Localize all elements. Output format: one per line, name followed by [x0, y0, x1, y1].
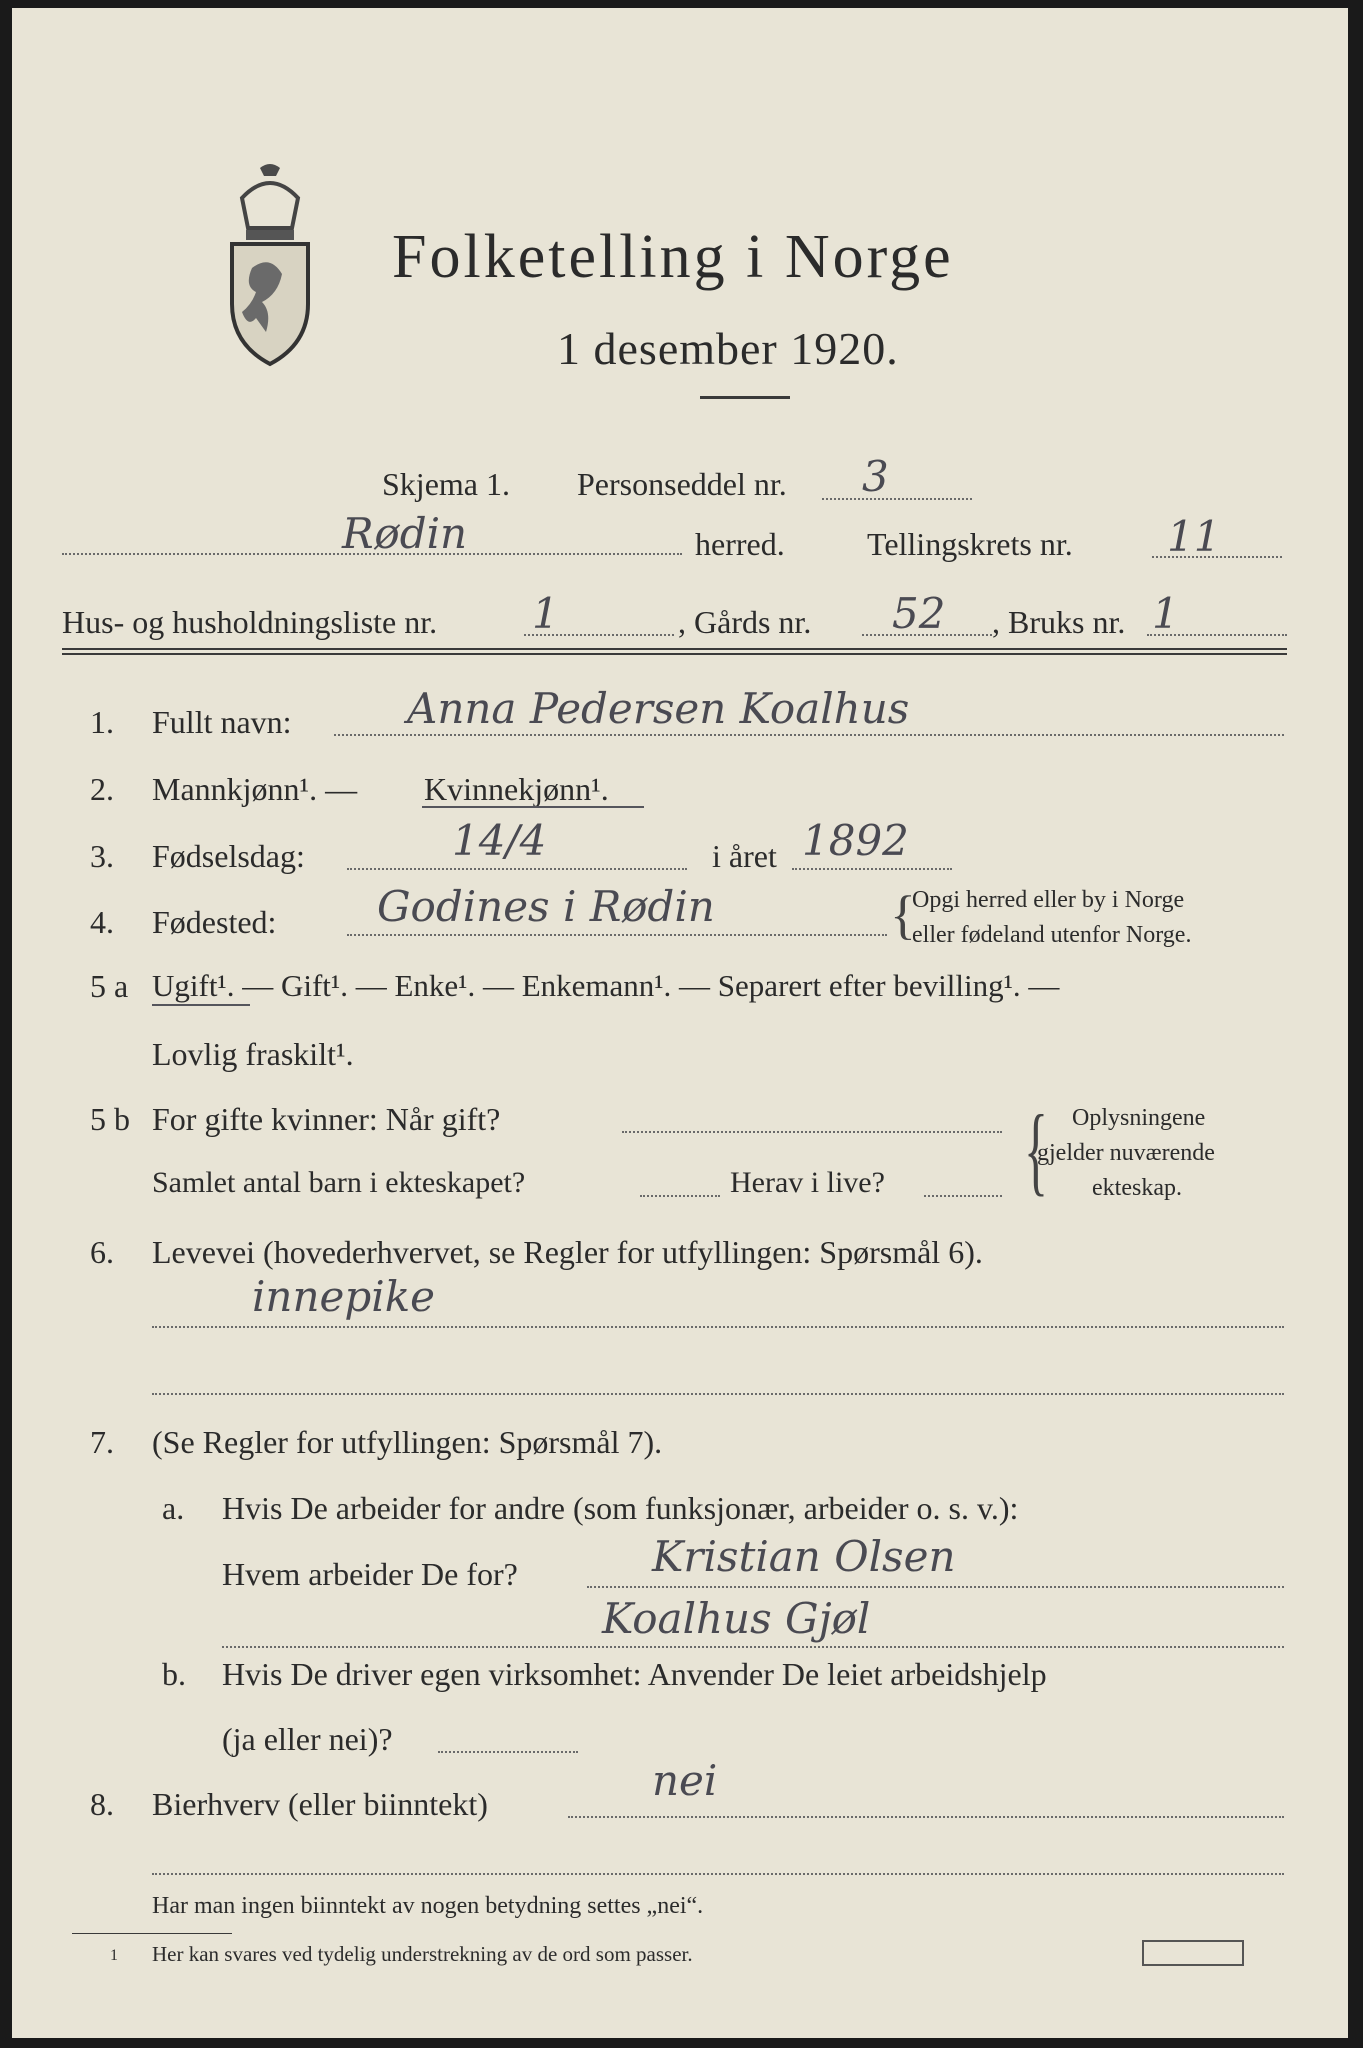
q1-value[interactable]: Anna Pedersen Koalhus — [407, 684, 910, 733]
title-divider — [700, 396, 790, 399]
q1-label: Fullt navn: — [152, 704, 292, 740]
form-title: Folketelling i Norge — [392, 223, 954, 291]
q2-number: 2. — [90, 771, 114, 807]
q5b-children-label: Samlet antal barn i ekteskapet? — [152, 1166, 526, 1199]
q4-number: 4. — [90, 904, 114, 940]
q7a-label: Hvis De arbeider for andre (som funksjonær, arbeider o. s. v.): — [222, 1490, 1019, 1526]
q3-number: 3. — [90, 838, 114, 874]
bruks-label: , Bruks nr. — [992, 604, 1126, 640]
personseddel-label: Personseddel nr. — [577, 466, 787, 502]
hus-label: Hus- og husholdningsliste nr. — [62, 604, 438, 640]
q2-female-underline — [422, 806, 644, 808]
q2-male-option[interactable]: Mannkjønn¹. — — [152, 771, 358, 807]
q6-number: 6. — [90, 1234, 114, 1270]
tellingskrets-value[interactable]: 11 — [1167, 512, 1221, 561]
q5b-note-line1: Oplysningene — [1072, 1105, 1206, 1131]
q7-number: 7. — [90, 1424, 114, 1460]
q7-label: (Se Regler for utfyllingen: Spørsmål 7). — [152, 1424, 663, 1460]
q8-label: Bierhverv (eller biinntekt) — [152, 1786, 488, 1822]
q8-number: 8. — [90, 1786, 114, 1822]
q4-note-line2: eller fødeland utenfor Norge. — [912, 922, 1192, 948]
printer-stamp — [1142, 1940, 1244, 1966]
q7a-value1[interactable]: Kristian Olsen — [652, 1532, 956, 1581]
form-date: 1 desember 1920. — [557, 323, 899, 374]
q4-note-line1: Opgi herred eller by i Norge — [912, 887, 1185, 913]
q2-female-option[interactable]: Kvinnekjønn¹. — [424, 771, 609, 807]
gards-label: , Gårds nr. — [678, 604, 812, 640]
q7b-line — [438, 1751, 578, 1753]
q4-label: Fødested: — [152, 904, 277, 940]
q3-year-line — [792, 868, 952, 870]
q5a-options[interactable]: Ugift¹. — Gift¹. — Enke¹. — Enkemann¹. — Separert efter bevilling¹. — — [152, 968, 1060, 1003]
header-divider-2 — [62, 653, 1287, 655]
q3-year-value[interactable]: 1892 — [802, 816, 909, 865]
q5a-ugift-underline — [152, 1004, 250, 1006]
q7a-line1 — [587, 1586, 1284, 1588]
q6-line2 — [152, 1393, 1284, 1395]
q8-line1 — [568, 1816, 1284, 1818]
bruks-value[interactable]: 1 — [1152, 589, 1179, 638]
q7a-line2 — [222, 1646, 1284, 1648]
q4-line — [347, 934, 887, 936]
q8-line2 — [152, 1873, 1284, 1875]
q5b-note-line2: gjelder nuværende — [1037, 1140, 1215, 1166]
personseddel-line — [822, 498, 972, 500]
q1-number: 1. — [90, 704, 114, 740]
footer-note: Har man ingen biinntekt av nogen betydning settes „nei“. — [152, 1893, 704, 1919]
q5b-brace: { — [1024, 1094, 1048, 1205]
q7a-question: Hvem arbeider De for? — [222, 1556, 518, 1592]
footnote-divider — [72, 1933, 232, 1934]
q5b-number: 5 b — [90, 1101, 130, 1137]
footnote-text: Her kan svares ved tydelig understrekning av de ord som passer. — [152, 1942, 693, 1966]
q5b-alive-line — [924, 1195, 1002, 1197]
q3-label: Fødselsdag: — [152, 838, 305, 874]
herred-value[interactable]: Rødin — [342, 509, 468, 558]
coat-of-arms-icon — [222, 158, 317, 368]
skjema-label: Skjema 1. — [382, 466, 510, 502]
q5b-alive-label: Herav i live? — [730, 1166, 885, 1199]
header-divider-1 — [62, 648, 1287, 650]
q3-year-label: i året — [712, 838, 777, 874]
herred-label: herred. — [695, 526, 785, 562]
q5b-children-line — [640, 1195, 720, 1197]
q3-day-value[interactable]: 14/4 — [452, 816, 547, 865]
q7a-value2[interactable]: Koalhus Gjøl — [602, 1594, 871, 1643]
personseddel-value[interactable]: 3 — [862, 452, 889, 501]
hus-value[interactable]: 1 — [532, 589, 559, 638]
q4-brace: { — [890, 885, 916, 945]
q6-label: Levevei (hovederhvervet, se Regler for utfyllingen: Spørsmål 6). — [152, 1234, 983, 1270]
gards-value[interactable]: 52 — [892, 589, 946, 638]
q5b-married-label: For gifte kvinner: Når gift? — [152, 1101, 501, 1137]
q7b-number: b. — [162, 1656, 186, 1692]
tellingskrets-label: Tellingskrets nr. — [867, 526, 1073, 562]
q7b-label: Hvis De driver egen virksomhet: Anvender De leiet arbeidshjelp — [222, 1656, 1047, 1692]
q4-value[interactable]: Godines i Rødin — [377, 882, 715, 931]
q5b-note-line3: ekteskap. — [1092, 1175, 1182, 1201]
q5b-married-line — [622, 1131, 1002, 1133]
q7a-number: a. — [162, 1490, 185, 1526]
q5a-number: 5 a — [90, 968, 129, 1004]
q3-day-line — [347, 868, 687, 870]
q6-line1 — [152, 1326, 1284, 1328]
q1-line — [334, 734, 1284, 736]
q5a-options-line2[interactable]: Lovlig fraskilt¹. — [152, 1036, 354, 1072]
q7b-question: (ja eller nei)? — [222, 1721, 393, 1757]
q8-value[interactable]: nei — [652, 1756, 718, 1805]
q6-value[interactable]: innepike — [252, 1272, 436, 1321]
footnote-number: 1 — [110, 1947, 118, 1964]
census-form-page — [12, 8, 1348, 2038]
